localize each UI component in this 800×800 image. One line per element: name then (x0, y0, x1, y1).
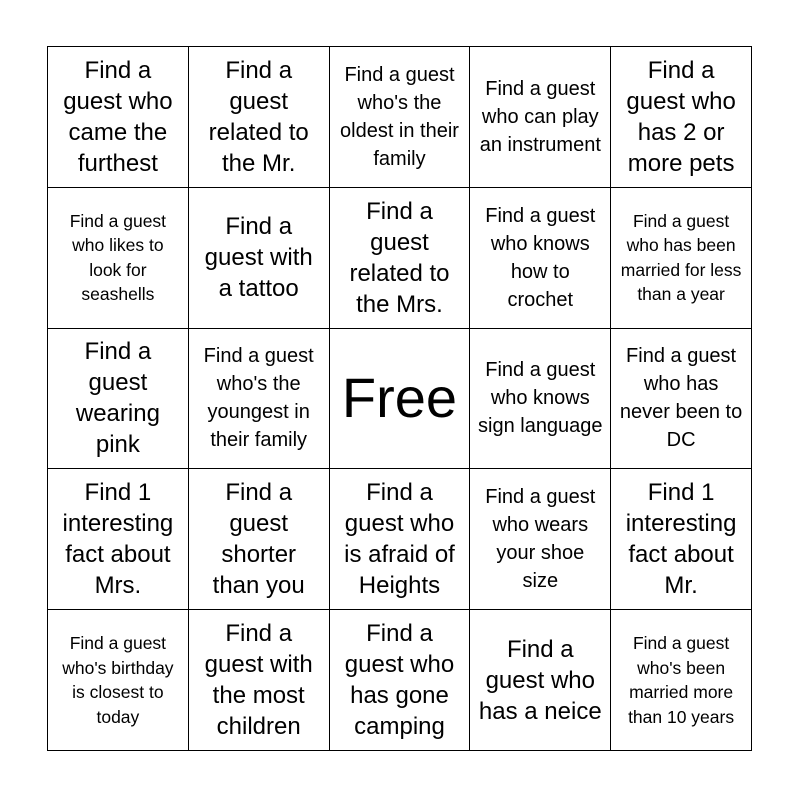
bingo-cell-text: Find a guest who likes to look for seashells (69, 210, 167, 305)
bingo-cell-r5c3[interactable] (330, 610, 471, 751)
bingo-cell-r4c2[interactable] (189, 469, 330, 610)
bingo-cell-r1c1[interactable] (48, 47, 189, 188)
bingo-cell-r3c5[interactable] (611, 329, 752, 470)
free-space-cell[interactable] (330, 329, 471, 470)
bingo-cell-text: Find 1 interesting fact about Mr. (625, 479, 737, 600)
bingo-cell-text: Find a guest with the most children (204, 620, 313, 741)
bingo-cell-r5c2[interactable] (189, 610, 330, 751)
bingo-cell-text: Find a guest who knows sign language (478, 359, 603, 438)
bingo-cell-r2c2[interactable] (189, 188, 330, 329)
bingo-cell-text: Find a guest related to the Mr. (208, 56, 309, 177)
bingo-cell-text: Find a guest who has 2 or more pets (626, 56, 736, 177)
bingo-cell-r4c5[interactable] (611, 469, 752, 610)
bingo-cell-text: Find a guest who's the oldest in their family (340, 63, 459, 170)
bingo-cell-text: Find a guest who has gone camping (344, 620, 455, 741)
bingo-cell-text: Find 1 interesting fact about Mrs. (62, 479, 174, 600)
bingo-cell-r5c5[interactable] (611, 610, 752, 751)
bingo-cell-text: Find a guest who is afraid of Heights (344, 479, 455, 600)
bingo-cell-r3c2[interactable] (189, 329, 330, 470)
bingo-cell-r1c3[interactable] (330, 47, 471, 188)
bingo-cell-text: Find a guest who has never been to DC (619, 345, 743, 452)
bingo-cell-r4c1[interactable] (48, 469, 189, 610)
bingo-cell-r1c5[interactable] (611, 47, 752, 188)
bingo-cell-text: Find a guest who wears your shoe size (485, 486, 596, 593)
bingo-cell-r2c5[interactable] (611, 188, 752, 329)
bingo-cell-text: Find a guest who has been married for less than a year (620, 210, 742, 305)
bingo-cell-r3c1[interactable] (48, 329, 189, 470)
bingo-cell-r4c3[interactable] (330, 469, 471, 610)
bingo-board (47, 46, 752, 751)
bingo-cell-text: Find a guest who's birthday is closest to today (62, 633, 174, 727)
bingo-cell-text: Find a guest who's the youngest in their family (203, 345, 314, 452)
bingo-cell-r5c4[interactable] (470, 610, 611, 751)
bingo-cell-r1c2[interactable] (189, 47, 330, 188)
bingo-cell-r5c1[interactable] (48, 610, 189, 751)
free-space-text: Free (341, 366, 458, 430)
bingo-cell-text: Find a guest who knows how to crochet (485, 204, 596, 311)
bingo-cell-r3c4[interactable] (470, 329, 611, 470)
bingo-cell-r1c4[interactable] (470, 47, 611, 188)
bingo-cell-r2c1[interactable] (48, 188, 189, 329)
bingo-cell-text: Find a guest who has a neice (478, 635, 602, 725)
bingo-cell-r2c3[interactable] (330, 188, 471, 329)
bingo-cell-text: Find a guest who's been married more than 10 years (628, 633, 735, 727)
bingo-cell-text: Find a guest who came the furthest (63, 56, 173, 177)
bingo-cell-text: Find a guest with a tattoo (204, 213, 313, 303)
bingo-cell-text: Find a guest who can play an instrument (479, 77, 601, 156)
bingo-cell-text: Find a guest shorter than you (212, 479, 305, 600)
bingo-cell-text: Find a guest wearing pink (75, 338, 160, 459)
bingo-cell-r4c4[interactable] (470, 469, 611, 610)
bingo-cell-text: Find a guest related to the Mrs. (349, 197, 450, 318)
bingo-cell-r2c4[interactable] (470, 188, 611, 329)
